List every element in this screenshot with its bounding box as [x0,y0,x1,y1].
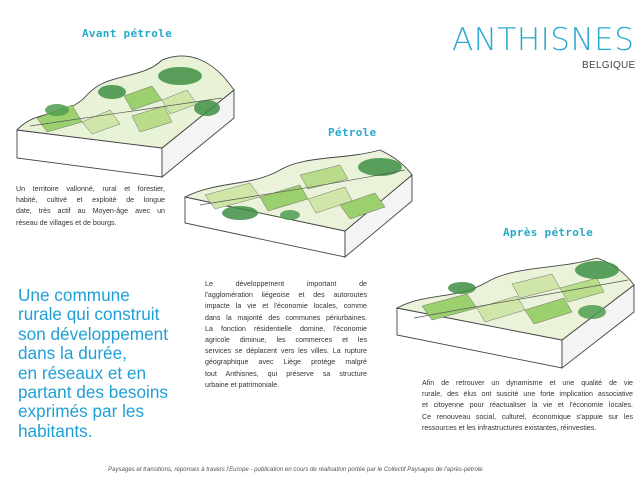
slogan-line: rurale qui construit [18,304,160,325]
paragraph-line: date, très actif au Moyen-âge avec un [16,207,165,216]
slogan-line: dans la durée, [18,343,127,364]
paragraph-line: rurale, des élus ont suscité une forte implication associative [422,390,633,399]
paragraph-line: Un territoire vallonné, rural et forestier, [16,185,165,193]
paragraph-line: ressources et les infrastructures existantes, réinvesties. [422,423,597,432]
paragraph-line: tout Anthisnes, qui préserve sa structure [205,369,367,378]
footer-credit: Paysages et transitions, réponses à travers l'Europe - publication en cours de réalisation portée par le Collectif Paysages de l'après-pétrole [108,466,483,473]
slogan-line: habitants. [18,420,93,441]
phase-title-apres: Après pétrole [503,226,593,239]
paragraph-line: Afin de retrouver un dynamisme et une qualité de vie [422,379,633,387]
phase-title-petrole: Pétrole [328,126,377,139]
slogan [18,286,168,441]
phase-title-avant: Avant pétrole [82,27,172,40]
landscape-petrole-illustration [180,135,415,260]
page-title: ANTHISNES [452,22,635,58]
slogan-line: exprimés par les [18,401,145,422]
page-subtitle: BELGIQUE [582,60,636,71]
slogan-line: partant des besoins [18,382,169,403]
paragraph-line: urbaine et patrimoniale. [205,380,280,389]
paragraph-line: dans la majorité des communes périurbaines. [205,313,367,322]
paragraph-line: et citoyenne pour réactualiser la vie et l'économie locales. [422,401,633,410]
paragraph-avant [16,184,165,229]
paragraph-apres [422,378,633,434]
paragraph-line: La fonction résidentielle domine, l'économie [205,324,367,333]
landscape-apres-illustration [392,240,637,370]
paragraph-line: habité, cultivé et exploité de longue [16,196,165,205]
paragraph-line: Ce renouveau social, culturel, économique s'appuie sur les [422,412,633,421]
slogan-line: en réseaux et en [18,362,147,383]
slogan-line: Une commune [18,285,130,305]
paragraph-petrole [205,279,367,391]
paragraph-line: services se déplacent vers les villes. La rupture [205,347,367,356]
paragraph-line: géographique avec Liège protège malgré [205,358,367,367]
paragraph-line: agricole diminue, les commerces et les [205,336,367,345]
slogan-line: son développement [18,323,169,344]
paragraph-line: l'agglomération liégeoise et des autoroutes [205,291,367,300]
paragraph-line: Le développement important de [205,280,367,288]
paragraph-line: réseau de villages et de bourgs. [16,218,117,227]
paragraph-line: impacte la vie et l'économie locales, comme [205,302,367,311]
